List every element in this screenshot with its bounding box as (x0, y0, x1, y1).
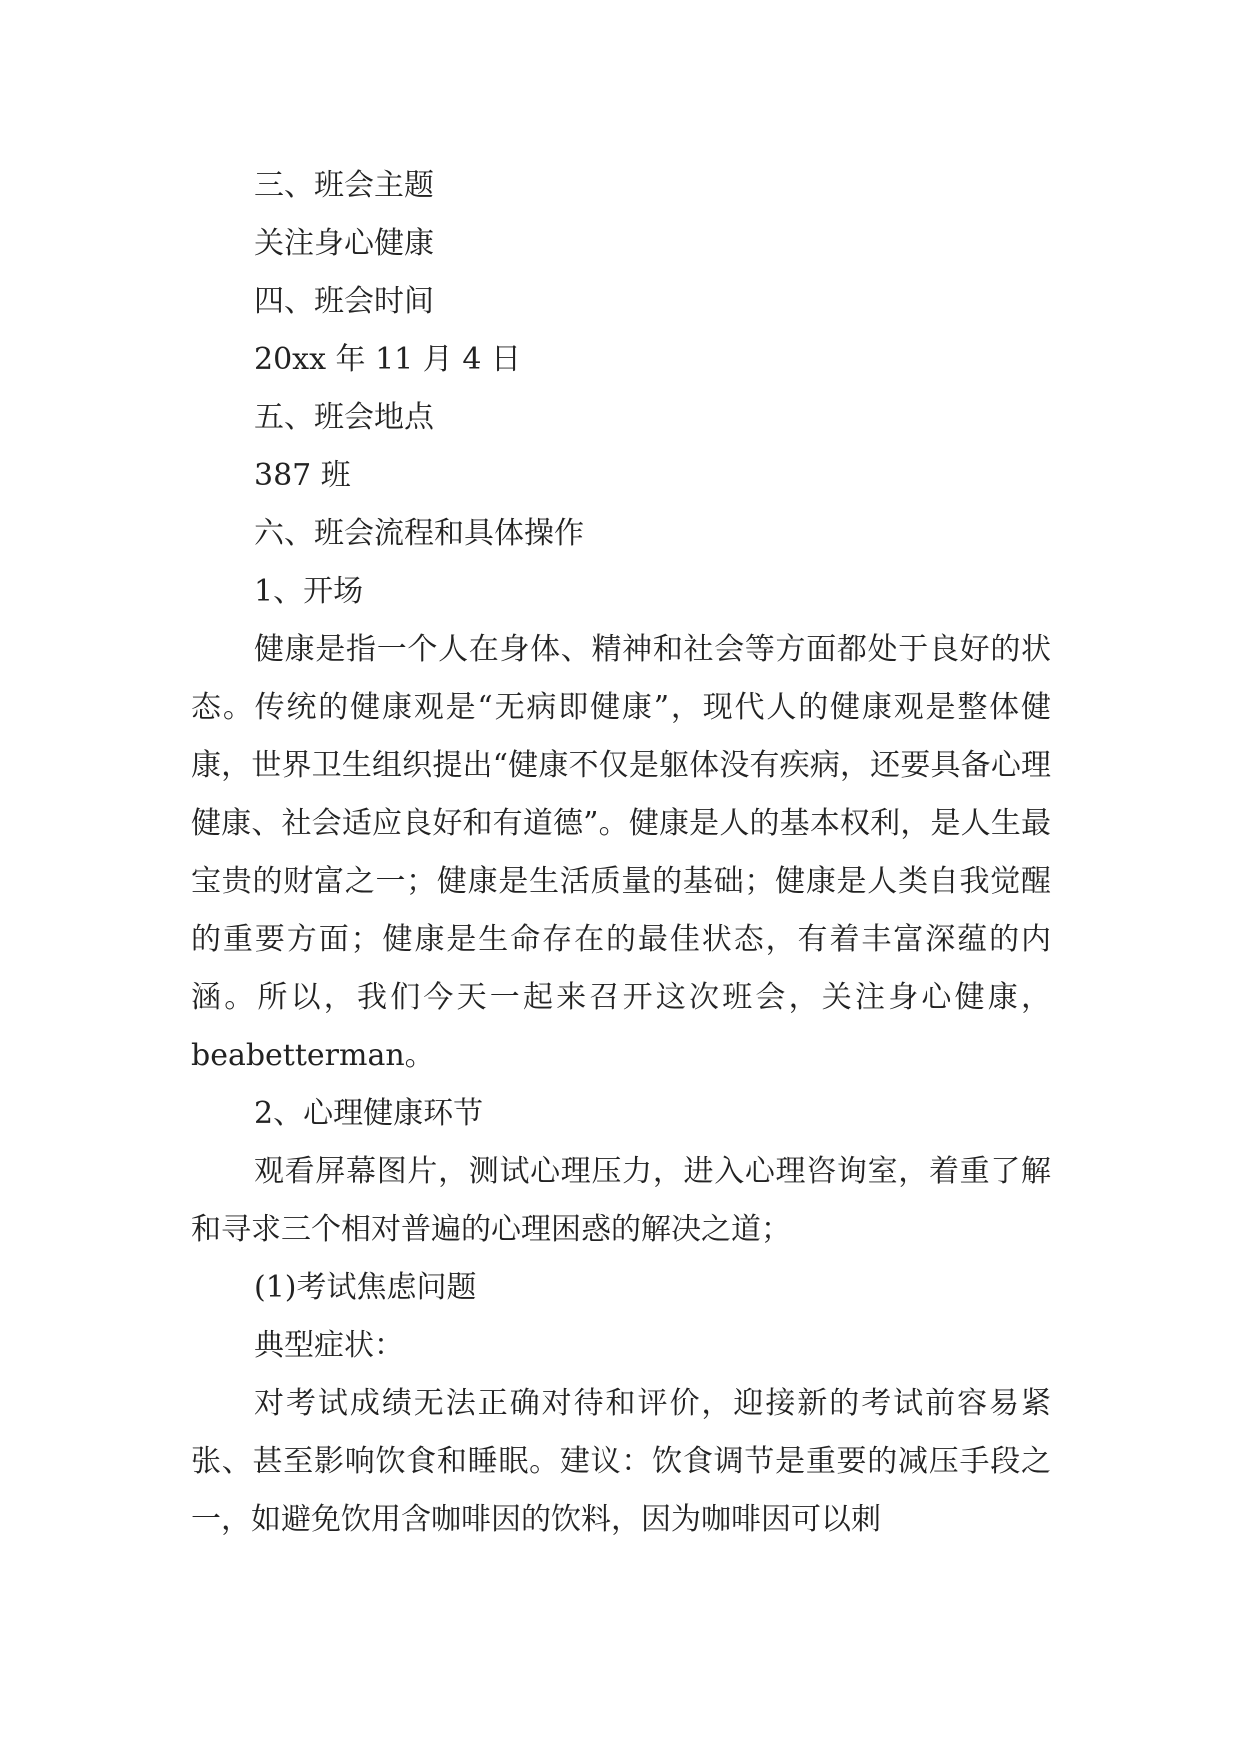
section-heading-process: 六、班会流程和具体操作 (254, 516, 584, 551)
symptoms-label: 典型症状： (254, 1328, 404, 1363)
theme-text: 关注身心健康 (254, 226, 434, 261)
watch-paragraph: 观看屏幕图片，测试心理压力，进入心理咨询室，着重了解和寻求三个相对普遍的心理困惑的解决之道； (191, 1154, 1051, 1247)
place-text: 387 班 (254, 458, 351, 493)
step-2-heading: 2、心理健康环节 (254, 1096, 484, 1131)
intro-paragraph: 健康是指一个人在身体、精神和社会等方面都处于良好的状态。传统的健康观是“无病即健康”，现代人的健康观是整体健康，世界卫生组织提出“健康不仅是躯体没有疾病，还要具备心理健康、社会适应良好和有道德”。健康是人的基本权利，是人生最宝贵的财富之一；健康是生活质量的基础；健康是人类自我觉醒的重要方面；健康是生命存在的最佳状态，有着丰富深蕴的内涵。所以，我们今天一起来召开这次班会，关注身心健康，beabetterman。 (191, 632, 1051, 1073)
time-text: 20xx 年 11 月 4 日 (254, 342, 521, 377)
step-1-heading: 1、开场 (254, 574, 364, 609)
section-heading-theme: 三、班会主题 (254, 168, 434, 203)
symptoms-paragraph: 对考试成绩无法正确对待和评价，迎接新的考试前容易紧张、甚至影响饮食和睡眠。建议：饮食调节是重要的减压手段之一，如避免饮用含咖啡因的饮料，因为咖啡因可以刺 (191, 1386, 1051, 1537)
item-1-heading: (1)考试焦虑问题 (254, 1270, 477, 1305)
document-body (191, 157, 1051, 1549)
section-heading-place: 五、班会地点 (254, 400, 434, 435)
section-heading-time: 四、班会时间 (254, 284, 434, 319)
